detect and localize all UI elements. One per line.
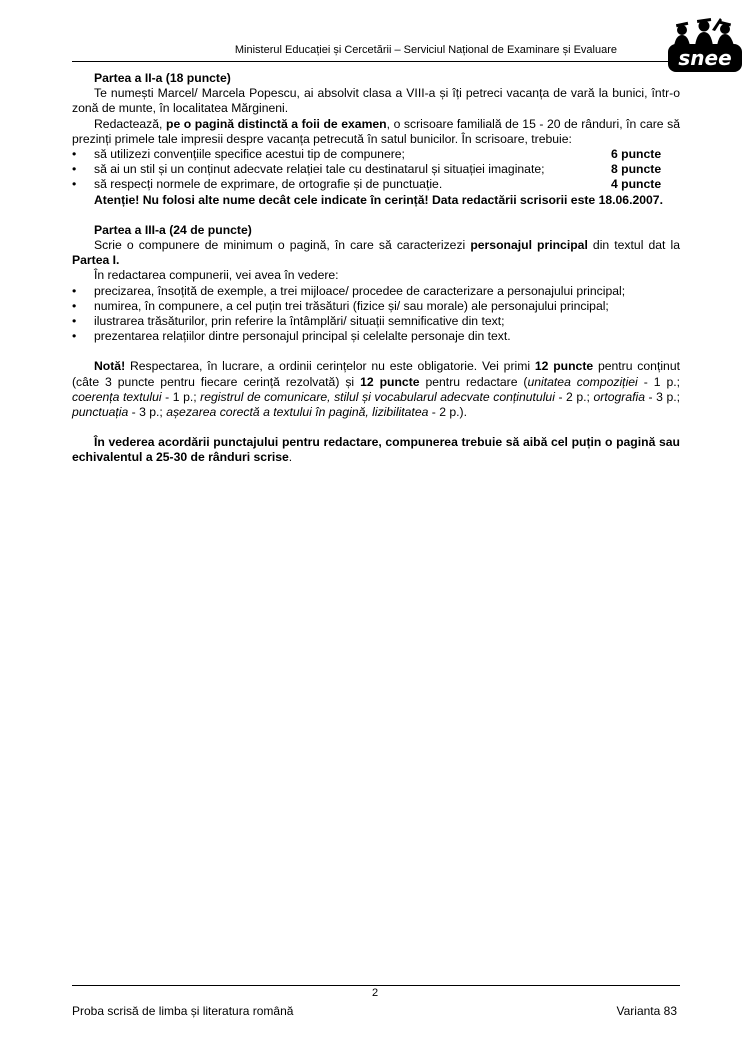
paragraph-task: Scrie o compunere de minimum o pagină, în care să caracterizezi personajul principal din textul dat la Partea I. <box>72 238 680 268</box>
final-requirement: În vederea acordării punctajului pentru redactare, compunerea trebuie să aibă cel puțin o pagină sau echivalentul a 25-30 de rânduri scrise. <box>72 435 680 465</box>
paragraph-criteria-intro: În redactarea compunerii, vei avea în vedere: <box>94 268 339 283</box>
section-title-part3: Partea a III-a (24 de puncte) <box>94 222 252 237</box>
section-title-part2: Partea a II-a (18 puncte) <box>94 71 231 85</box>
list-item: • numirea, în compunere, a cel puțin trei trăsături (fizice și/ sau morale) ale personajului principal; <box>72 299 680 314</box>
page-number: 2 <box>371 987 379 999</box>
requirements-list-part3 <box>72 284 680 345</box>
list-item: • să utilizezi convențiile specifice acestui tip de compunere; 6 puncte <box>72 147 680 162</box>
footer-variant: Varianta 83 <box>616 1004 677 1018</box>
list-item: • ilustrarea trăsăturilor, prin referire la întâmplări/ situații semnificative din text; <box>72 314 680 329</box>
list-item: • să respecți normele de exprimare, de ortografie și de punctuație. 4 puncte <box>72 177 680 192</box>
list-item: • prezentarea relațiilor dintre personajul principal și celelalte personaje din text. <box>72 329 680 344</box>
list-item: • să ai un stil și un conținut adecvate relației tale cu destinatarul și situației imaginate; 8 puncte <box>72 162 680 177</box>
requirements-list-part2 <box>72 147 680 193</box>
attention-note: Atenție! Nu folosi alte nume decât cele indicate în cerință! Data redactării scrisorii este 18.06.2007. <box>94 192 663 207</box>
points-value: 6 puncte <box>611 147 662 162</box>
page-header: Ministerul Educației și Cercetării – Serviciul Național de Examinare și Evaluare <box>234 44 617 56</box>
grading-note: Notă! Respectarea, în lucrare, a ordinii cerințelor nu este obligatorie. Vei primi 12 puncte pentru conținut (câte 3 puncte pentru fiecare cerință rezolvată) și 12 puncte pentru redactare (unitatea compoziției - 1 p.; coerența textului - 1 p.; registrul de comunicare, stilul și vocabularul adecvate conținutului - 2 p.; ortografia - 3 p.; punctuația - 3 p.; așezarea corectă a textului în pagină, lizibilitatea - 2 p.). <box>72 359 681 420</box>
svg-text:snee: snee <box>678 46 732 70</box>
points-value: 4 puncte <box>611 177 662 192</box>
paragraph-instructions: Redactează, pe o pagină distinctă a foii de examen, o scrisoare familială de 15 - 20 de rânduri, în care să prezinți primele tale impresii despre vacanța petrecută în satul bunicilor. În scrisoare, trebuie: <box>72 116 680 146</box>
paragraph-scenario: Te numești Marcel/ Marcela Popescu, ai absolvit clasa a VIII-a și îți petreci vacanța de vară la bunici, într-o zonă de munte, în localitatea Mărgineni. <box>72 86 680 116</box>
snee-logo <box>668 16 742 72</box>
footer-divider <box>72 985 680 986</box>
header-divider <box>72 61 680 62</box>
list-item: • precizarea, însoțită de exemple, a trei mijloace/ procedee de caracterizare a personajului principal; <box>72 284 680 299</box>
exam-content <box>72 71 680 466</box>
footer-subject: Proba scrisă de limba și literatura română <box>72 1004 294 1018</box>
points-value: 8 puncte <box>611 162 662 177</box>
